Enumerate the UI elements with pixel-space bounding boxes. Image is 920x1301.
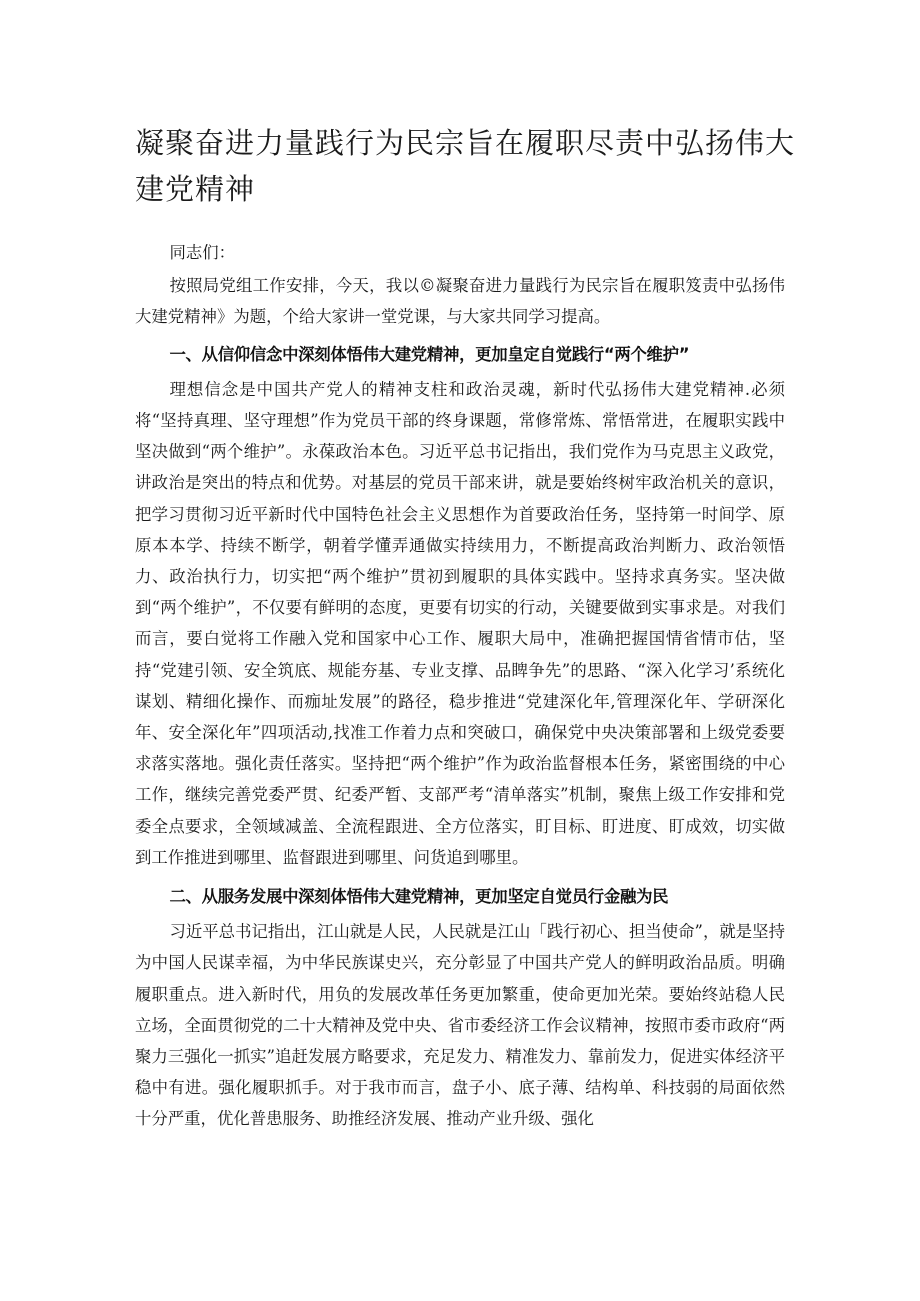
- document-title: 凝聚奋进力量践行为民宗旨在履职尽责中弘扬伟大建党精神: [135, 126, 796, 206]
- document-body: [135, 237, 785, 1135]
- salutation: 同志们：: [169, 243, 235, 262]
- section-1-heading: 一、从信仰信念中深刻体悟伟大建党精神，更加皇定自觉践行“两个维护”: [169, 344, 690, 364]
- intro-paragraph: 按照局党组工作安排，今天，我以©凝聚奋进力量践行为民宗旨在履职笈责中弘扬伟大建党精神》为题，个给大家讲一堂党课，与大家共同学习提高。: [135, 276, 785, 327]
- section-1-paragraph: 理想信念是中国共产党人的精神支柱和政治灵魂，新时代弘扬伟大建党精神.必须将“坚持真理、坚守理想”作为党员干部的终身课题，常修常炼、常悟常进，在履职实践中坚决做到“两个维护”。永葆政治本色。习近平总书记指出，我们党作为马克思主义政党，讲政治是突出的特点和优势。对基层的党员干部来讲，就是要始终树牢政治机关的意识，把学习贯彻习近平新时代中国特色社会主义思想作为首要政治任务，坚持第一时间学、原原本本学、持续不断学，朝着学懂弄通做实持续用力，不断提高政治判断力、政治领悟力、政治执行力，切实把“两个维护”贯初到履职的具体实践中。坚持求真务实。坚决做到“两个维护”，不仅要有鲜明的态度，更要有切实的行动，关键要做到实事求是。对我们而言，要白觉将工作融入党和国家中心工作、履职大局中，准确把握国情省情市估，坚持“党建引领、安全筑底、规能夯基、专业支撑、品睥争先”的思路、“深入化学习’系统化谋划、精细化操作、而痂址发展”的路径，稳步推进“党建深化年,管理深化年、学研深化年、安全深化年”四项活动,找准工作着力点和突破口，确保党中央决策部署和上级党委要求落实落地。强化责任落实。坚持把“两个维护”作为政治监督根本任务，紧密围绕的中心工作，继续完善党委严贯、纪委严暂、支部严考“清单落实”机制，聚焦上级工作安排和党委全点要求，全领域减盖、全流程跟进、全方位落实，盯目标、盯进度、盯成效，切实做到工作推进到哪里、监督跟进到哪里、问货追到哪里。: [135, 379, 785, 867]
- section-2-paragraph: 习近平总书记指出，江山就是人民，人民就是江山「践行初心、担当使命”，就是坚持为中国人民谋幸福，为中华民族谋史兴，充分彰显了中国共产党人的鲜明政治品质。明确履职重点。进入新时代，用负的发展改革任务更加繁重，使命更加光荣。要始终站稳人民立场，全面贯彻党的二十大精神及党中央、省市委经济工作会议精神，按照市委市政府“两聚力三强化一抓实”追赶发展方略要求，充足发力、精准发力、靠前发力，促进实体经济平稳中有进。强化履职抓手。对于我市而言，盘子小、底子薄、结构单、科技弱的局面依然十分严重，优化普患服务、助推经济发展、推动产业升级、强化: [135, 922, 785, 1129]
- section-2-heading: 二、从服务发展中深刻体悟伟大建党精神，更加坚定自觉员行金融为民: [169, 887, 669, 907]
